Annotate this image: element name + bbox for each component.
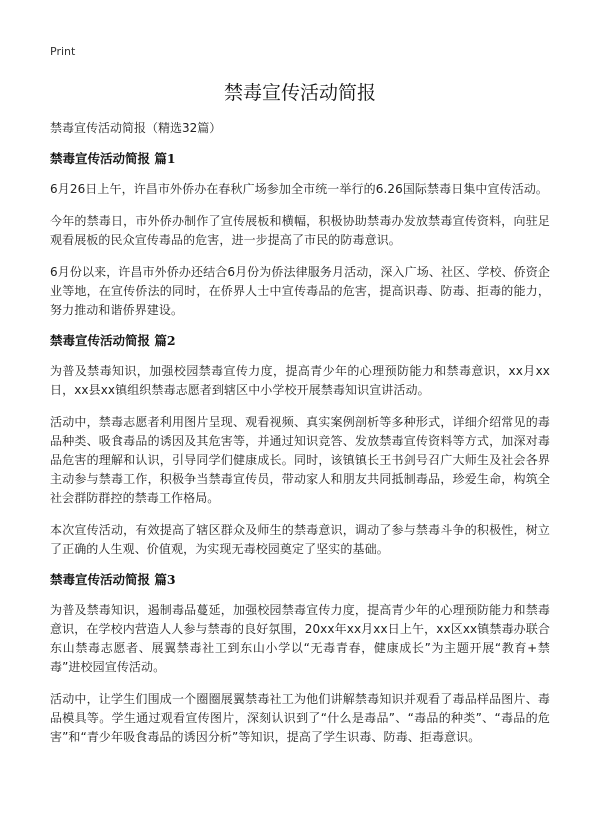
paragraph: 为普及禁毒知识，遏制毒品蔓延，加强校园禁毒宣传力度，提高青少年的心理预防能力和禁毒意识，在学校内营造人人参与禁毒的良好氛围，20xx年xx月xx日上午，xx区xx镇禁毒办联合东山禁毒志愿者、展翼禁毒社工到东山小学以“无毒青春，健康成长”为主题开展“教育+禁毒”进校园宣传活动。: [50, 603, 550, 674]
document-subtitle: 禁毒宣传活动简报（精选32篇）: [50, 121, 222, 135]
paragraph: 本次宣传活动，有效提高了辖区群众及师生的禁毒意识，调动了参与禁毒斗争的积极性，树立了正确的人生观、价值观，为实现无毒校园奠定了坚实的基础。: [50, 523, 550, 556]
print-link[interactable]: Print: [50, 45, 76, 58]
document-body: [50, 120, 550, 760]
section-3: [50, 572, 550, 747]
paragraph: 活动中，禁毒志愿者利用图片呈现、观看视频、真实案例剖析等多种形式，详细介绍常见的毒品种类、吸食毒品的诱因及其危害等，并通过知识竞答、发放禁毒宣传资料等方式，加深对毒品危害的理解和认识，引导同学们健康成长。同时，该镇镇长王书剑号召广大师生及社会各界主动参与禁毒工作，积极争当禁毒宣传员，带动家人和朋友共同抵制毒品，珍爱生命，构筑全社会群防群控的禁毒工作格局。: [50, 415, 550, 505]
section-heading: 禁毒宣传活动简报 篇1: [50, 151, 176, 166]
paragraph: 6月份以来，许昌市外侨办还结合6月份为侨法律服务月活动，深入广场、社区、学校、侨资企业等地，在宣传侨法的同时，在侨界人士中宣传毒品的危害，提高识毒、防毒、拒毒的能力，努力推动和谐侨界建设。: [50, 265, 550, 317]
document-title: 禁毒宣传活动简报: [223, 82, 376, 104]
section-heading: 禁毒宣传活动简报 篇3: [50, 572, 176, 587]
section-1: [50, 151, 550, 320]
paragraph: 活动中，让学生们围成一个圈圈展翼禁毒社工为他们讲解禁毒知识并观看了毒品样品图片、毒品模具等。学生通过观看宣传图片，深刻认识到了“什么是毒品”、“毒品的种类”、“毒品的危害”和“青少年吸食毒品的诱因分析”等知识，提高了学生识毒、防毒、拒毒意识。: [50, 692, 550, 744]
section-heading: 禁毒宣传活动简报 篇2: [50, 333, 176, 348]
section-2: [50, 333, 550, 559]
paragraph: 为普及禁毒知识，加强校园禁毒宣传力度，提高青少年的心理预防能力和禁毒意识，xx月xx日，xx县xx镇组织禁毒志愿者到辖区中小学校开展禁毒知识宣讲活动。: [50, 364, 550, 397]
paragraph: 6月26日上午，许昌市外侨办在春秋广场参加全市统一举行的6.26国际禁毒日集中宣传活动。: [50, 182, 549, 196]
paragraph: 今年的禁毒日，市外侨办制作了宣传展板和横幅，积极协助禁毒办发放禁毒宣传资料，向驻足观看展板的民众宣传毒品的危害，进一步提高了市民的防毒意识。: [50, 214, 550, 247]
